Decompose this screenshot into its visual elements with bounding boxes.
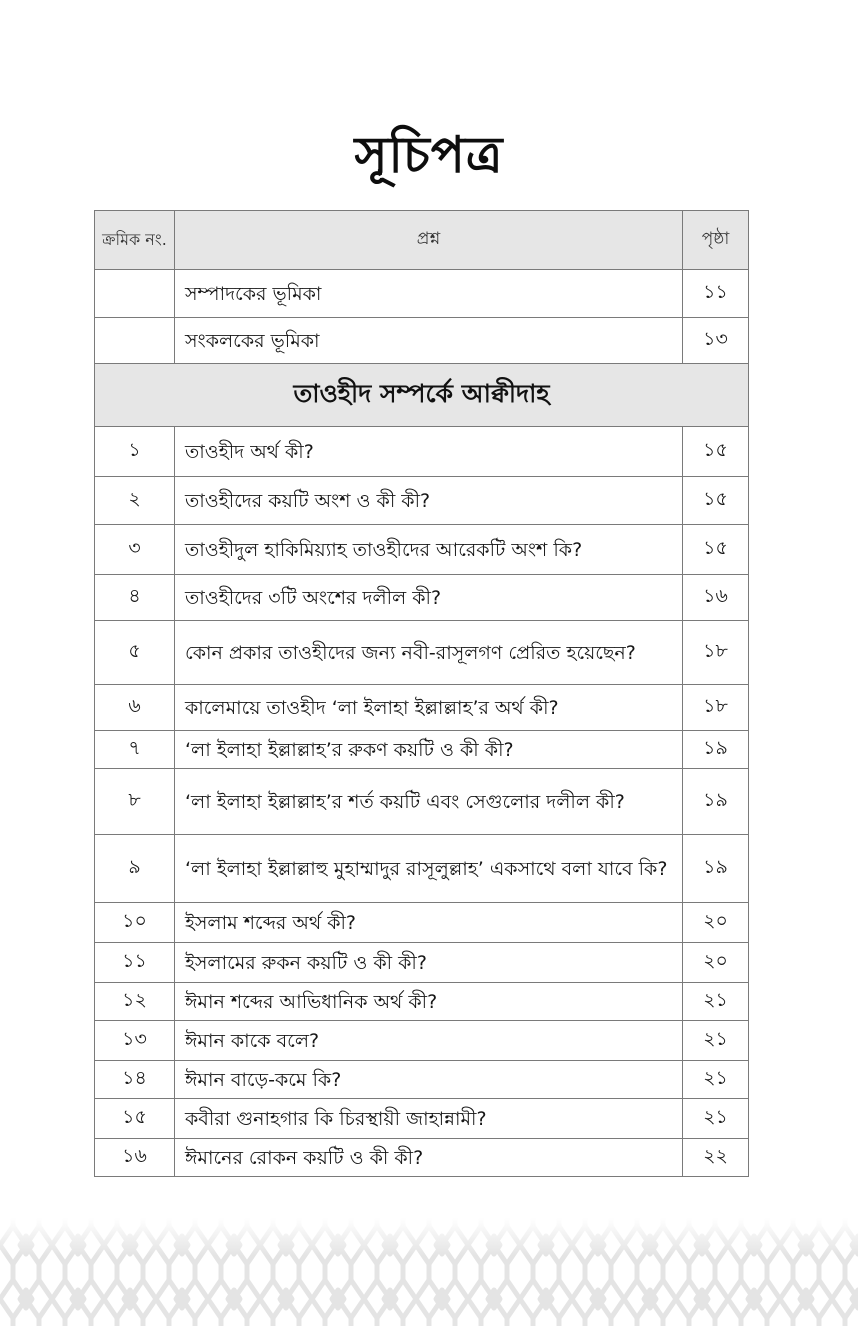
header-page: পৃষ্ঠা xyxy=(683,211,749,270)
row-serial: ১২ xyxy=(95,983,175,1021)
table-row xyxy=(95,1061,749,1099)
row-question: তাওহীদ অর্থ কী? xyxy=(175,427,683,477)
table-row xyxy=(95,903,749,943)
row-serial: ৫ xyxy=(95,621,175,685)
page-title: সূচিপত্র xyxy=(354,126,504,184)
row-page: ২১ xyxy=(683,1099,749,1139)
row-serial: ১১ xyxy=(95,943,175,983)
table-row xyxy=(95,983,749,1021)
row-question: তাওহীদের কয়টি অংশ ও কী কী? xyxy=(175,477,683,525)
row-serial: ৬ xyxy=(95,685,175,731)
row-page: ১৮ xyxy=(683,621,749,685)
header-serial: ক্রমিক নং. xyxy=(95,211,175,270)
table-row xyxy=(95,769,749,835)
row-question: কালেমায়ে তাওহীদ ‘লা ইলাহা ইল্লাল্লাহ’র অর্থ কী? xyxy=(175,685,683,731)
row-page: ১৫ xyxy=(683,525,749,575)
row-serial: ৮ xyxy=(95,769,175,835)
row-page: ১৯ xyxy=(683,731,749,769)
row-question: ইসলাম শব্দের অর্থ কী? xyxy=(175,903,683,943)
row-question: ঈমান কাকে বলে? xyxy=(175,1021,683,1061)
row-page: ২১ xyxy=(683,1061,749,1099)
row-question: সংকলকের ভূমিকা xyxy=(175,318,683,364)
table-of-contents xyxy=(94,210,749,1177)
row-serial: ৩ xyxy=(95,525,175,575)
table-row xyxy=(95,835,749,903)
row-page: ১১ xyxy=(683,270,749,318)
row-serial: ২ xyxy=(95,477,175,525)
table-row xyxy=(95,621,749,685)
row-page: ২১ xyxy=(683,1021,749,1061)
table-header-row xyxy=(95,211,749,270)
row-serial xyxy=(95,318,175,364)
row-page: ২০ xyxy=(683,903,749,943)
row-question: ঈমানের রোকন কয়টি ও কী কী? xyxy=(175,1139,683,1177)
table-row xyxy=(95,427,749,477)
row-serial xyxy=(95,270,175,318)
row-page: ১৬ xyxy=(683,575,749,621)
row-page: ২০ xyxy=(683,943,749,983)
row-serial: ৯ xyxy=(95,835,175,903)
row-question: কবীরা গুনাহগার কি চিরস্থায়ী জাহান্নামী? xyxy=(175,1099,683,1139)
row-question: তাওহীদের ৩টি অংশের দলীল কী? xyxy=(175,575,683,621)
table-row xyxy=(95,318,749,364)
table-row xyxy=(95,1099,749,1139)
row-question: তাওহীদুল হাকিমিয়্যাহ তাওহীদের আরেকটি অংশ কি? xyxy=(175,525,683,575)
section-title: তাওহীদ সম্পর্কে আক্বীদাহ xyxy=(95,364,749,427)
header-question: প্রশ্ন xyxy=(175,211,683,270)
table-row xyxy=(95,477,749,525)
row-question: ঈমান শব্দের আভিধানিক অর্থ কী? xyxy=(175,983,683,1021)
row-question: ইসলামের রুকন কয়টি ও কী কী? xyxy=(175,943,683,983)
row-page: ১৯ xyxy=(683,769,749,835)
row-serial: ১০ xyxy=(95,903,175,943)
table-row xyxy=(95,1021,749,1061)
row-serial: ১৫ xyxy=(95,1099,175,1139)
row-serial: ১৬ xyxy=(95,1139,175,1177)
row-page: ১৯ xyxy=(683,835,749,903)
row-page: ১৮ xyxy=(683,685,749,731)
row-question: ‘লা ইলাহা ইল্লাল্লাহু মুহাম্মাদুর রাসূলুল্লাহ’ একসাথে বলা যাবে কি? xyxy=(175,835,683,903)
row-question: কোন প্রকার তাওহীদের জন্য নবী-রাসূলগণ প্রেরিত হয়েছেন? xyxy=(175,621,683,685)
row-page: ১৩ xyxy=(683,318,749,364)
row-page: ১৫ xyxy=(683,427,749,477)
table-row xyxy=(95,575,749,621)
row-question: সম্পাদকের ভূমিকা xyxy=(175,270,683,318)
row-question: ঈমান বাড়ে-কমে কি? xyxy=(175,1061,683,1099)
row-page: ২১ xyxy=(683,983,749,1021)
row-serial: ১ xyxy=(95,427,175,477)
table-row xyxy=(95,943,749,983)
table-row xyxy=(95,731,749,769)
row-serial: ৪ xyxy=(95,575,175,621)
row-question: ‘লা ইলাহা ইল্লাল্লাহ’র রুকণ কয়টি ও কী কী? xyxy=(175,731,683,769)
row-question: ‘লা ইলাহা ইল্লাল্লাহ’র শর্ত কয়টি এবং সেগুলোর দলীল কী? xyxy=(175,769,683,835)
row-page: ১৫ xyxy=(683,477,749,525)
table-row xyxy=(95,1139,749,1177)
row-serial: ১৪ xyxy=(95,1061,175,1099)
row-serial: ৭ xyxy=(95,731,175,769)
table-row xyxy=(95,270,749,318)
section-row xyxy=(95,364,749,427)
decorative-pattern xyxy=(0,1218,858,1326)
table-row xyxy=(95,525,749,575)
row-serial: ১৩ xyxy=(95,1021,175,1061)
row-page: ২২ xyxy=(683,1139,749,1177)
table-row xyxy=(95,685,749,731)
